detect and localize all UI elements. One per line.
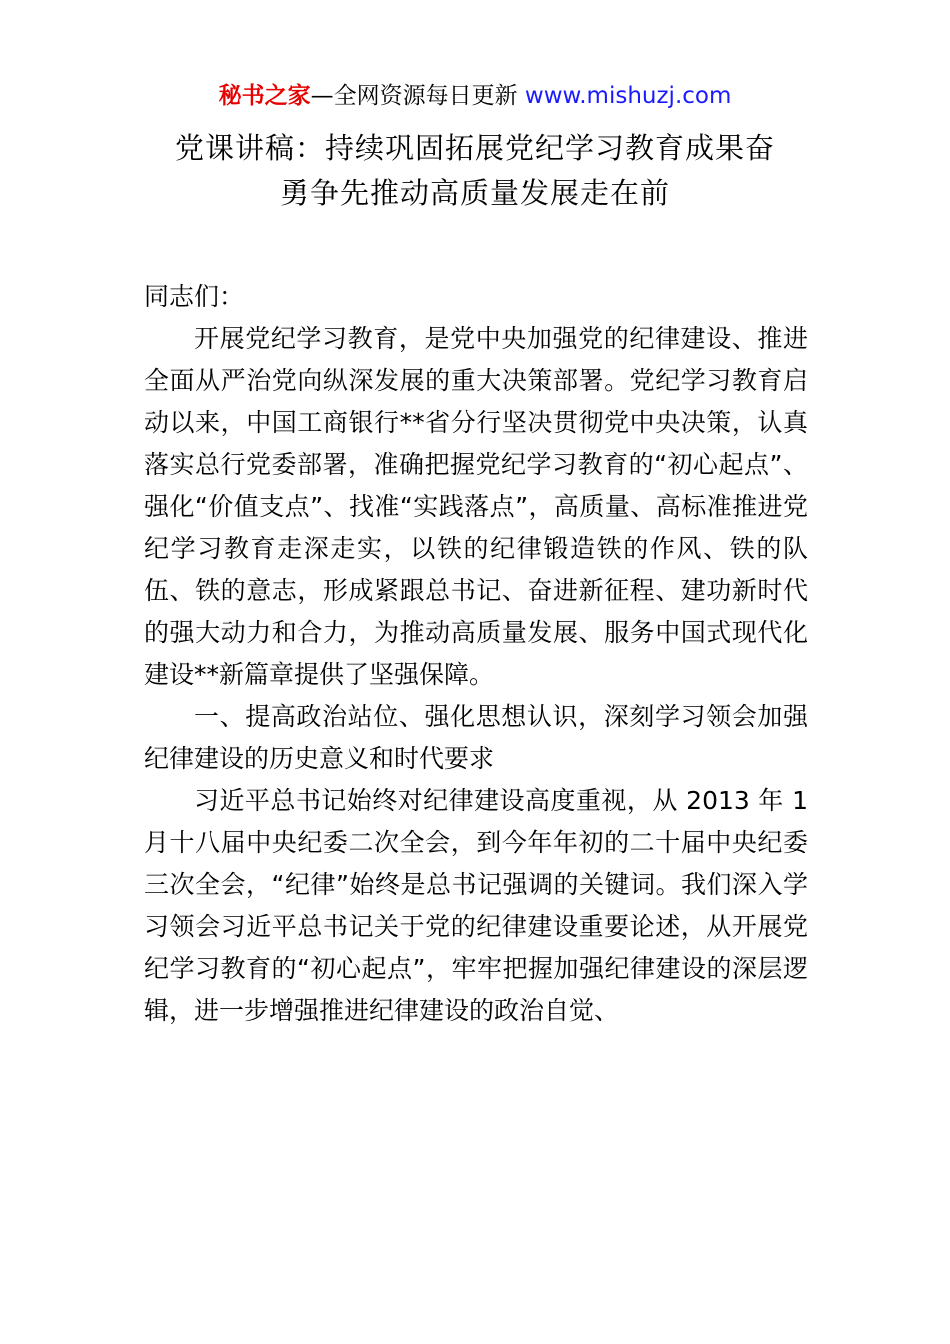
- section-heading-1: 一、提高政治站位、强化思想认识，深刻学习领会加强纪律建设的历史意义和时代要求: [144, 702, 808, 773]
- site-url-link[interactable]: www.mishuzj.com: [524, 83, 732, 109]
- document-title-line-2: 勇争先推动高质量发展走在前: [279, 176, 670, 210]
- salutation: 同志们：: [144, 282, 245, 311]
- site-header: [0, 80, 950, 112]
- document-body: [144, 276, 808, 1032]
- document-title-line-1: 党课讲稿：持续巩固拓展党纪学习教育成果奋: [174, 131, 775, 165]
- paragraph-section-1: 习近平总书记始终对纪律建设高度重视，从 2013 年 1 月十八届中央纪委二次全会，到今年年初的二十届中央纪委三次全会，“纪律”始终是总书记强调的关键词。我们深入学习领会习近平总书记关于党的纪律建设重要论述，从开展党纪学习教育的“初心起点”，牢牢把握加强纪律建设的深层逻辑，进一步增强推进纪律建设的政治自觉、: [144, 786, 808, 1025]
- paragraph-intro: 开展党纪学习教育，是党中央加强党的纪律建设、推进全面从严治党向纵深发展的重大决策部署。党纪学习教育启动以来，中国工商银行**省分行坚决贯彻党中央决策，认真落实总行党委部署，准确把握党纪学习教育的“初心起点”、强化“价值支点”、找准“实践落点”，高质量、高标准推进党纪学习教育走深走实，以铁的纪律锻造铁的作风、铁的队伍、铁的意志，形成紧跟总书记、奋进新征程、建功新时代的强大动力和合力，为推动高质量发展、服务中国式现代化建设**新篇章提供了坚强保障。: [144, 324, 808, 689]
- site-slogan: —全网资源每日更新: [310, 83, 518, 109]
- site-name: 秘书之家: [218, 83, 311, 109]
- document-title: [120, 126, 830, 216]
